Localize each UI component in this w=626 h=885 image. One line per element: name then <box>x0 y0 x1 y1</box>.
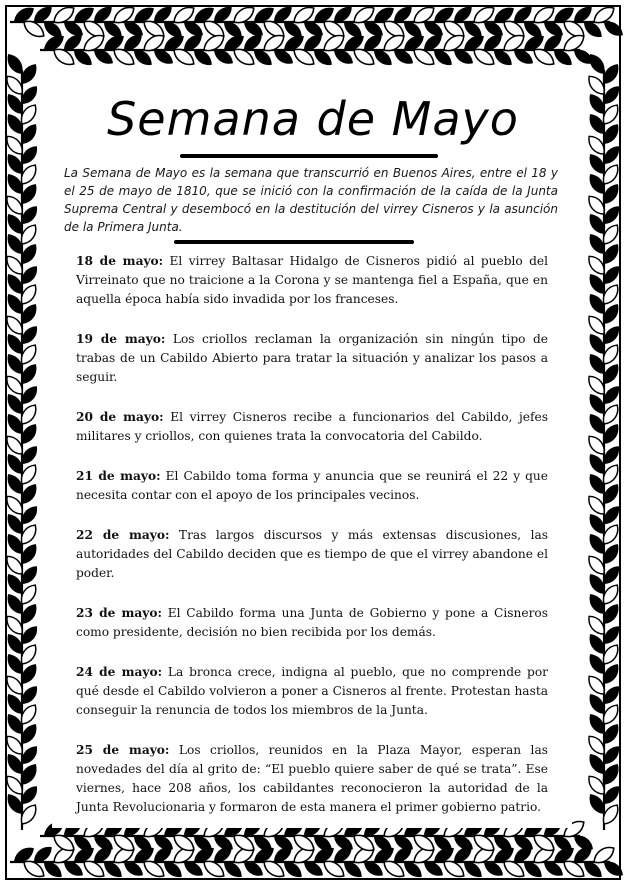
entry-text: Tras largos discursos y más extensas discusiones, las autoridades del Cabildo deciden que es tiempo de que el virrey abandone el poder. <box>76 528 548 580</box>
entry-date: 18 de mayo: <box>76 254 164 268</box>
timeline-entry-23 <box>76 604 548 642</box>
entry-text: Los criollos, reunidos en la Plaza Mayor, esperan las novedades del día al grito de: “El pueblo quiere saber de qué se trata”. Ese viernes, hace 208 años, los cabildantes reconocieron la autoridad de la Junta Revolucionaria y formaron de esta manera el primer gobierno patrio. <box>76 743 548 814</box>
entry-date: 25 de mayo: <box>76 743 170 757</box>
timeline-entry-20 <box>76 408 548 446</box>
timeline-entry-19 <box>76 330 548 387</box>
document-title: Semana de Mayo <box>107 92 519 146</box>
timeline-entry-25 <box>76 741 548 817</box>
entry-text: El Cabildo toma forma y anuncia que se reunirá el 22 y que necesita contar con el apoyo de los principales vecinos. <box>76 469 548 502</box>
entry-date: 23 de mayo: <box>76 606 162 620</box>
entry-text: Los criollos reclaman la organización sin ningún tipo de trabas de un Cabildo Abierto para tratar la situación y analizar los pasos a seguir. <box>76 332 548 384</box>
entry-text: La bronca crece, indigna al pueblo, que no comprende por qué desde el Cabildo volvieron a poner a Cisneros al frente. Protestan hasta conseguir la renuncia de todos los miembros de la Junta. <box>76 665 548 717</box>
entry-date: 21 de mayo: <box>76 469 161 483</box>
intro-paragraph: La Semana de Mayo es la semana que transcurrió en Buenos Aires, entre el 18 y el 25 de mayo de 1810, que se inició con la confirmación de la caída de la Junta Suprema Central y desembocó en la destitución del virrey Cisneros y la asunción de la Primera Junta. <box>64 166 558 234</box>
entry-text: El Cabildo forma una Junta de Gobierno y pone a Cisneros como presidente, decisión no bien recibida por los demás. <box>76 606 548 639</box>
timeline-entry-18 <box>76 252 548 309</box>
entry-date: 22 de mayo: <box>76 528 170 542</box>
entry-text: El virrey Baltasar Hidalgo de Cisneros pidió al pueblo del Virreinato que no traicione a la Corona y se mantenga fiel a España, que en aquella época había sido invadida por los franceses. <box>76 254 548 306</box>
timeline-entry-24 <box>76 663 548 720</box>
entry-date: 19 de mayo: <box>76 332 166 346</box>
entry-date: 20 de mayo: <box>76 410 164 424</box>
intro-divider <box>174 240 414 244</box>
entry-date: 24 de mayo: <box>76 665 163 679</box>
timeline-entry-21 <box>76 467 548 505</box>
entry-text: El virrey Cisneros recibe a funcionarios del Cabildo, jefes militares y criollos, con quienes trata la convocatoria del Cabildo. <box>76 410 548 443</box>
title-divider <box>180 154 438 158</box>
timeline-list <box>76 252 548 838</box>
timeline-entry-22 <box>76 526 548 583</box>
